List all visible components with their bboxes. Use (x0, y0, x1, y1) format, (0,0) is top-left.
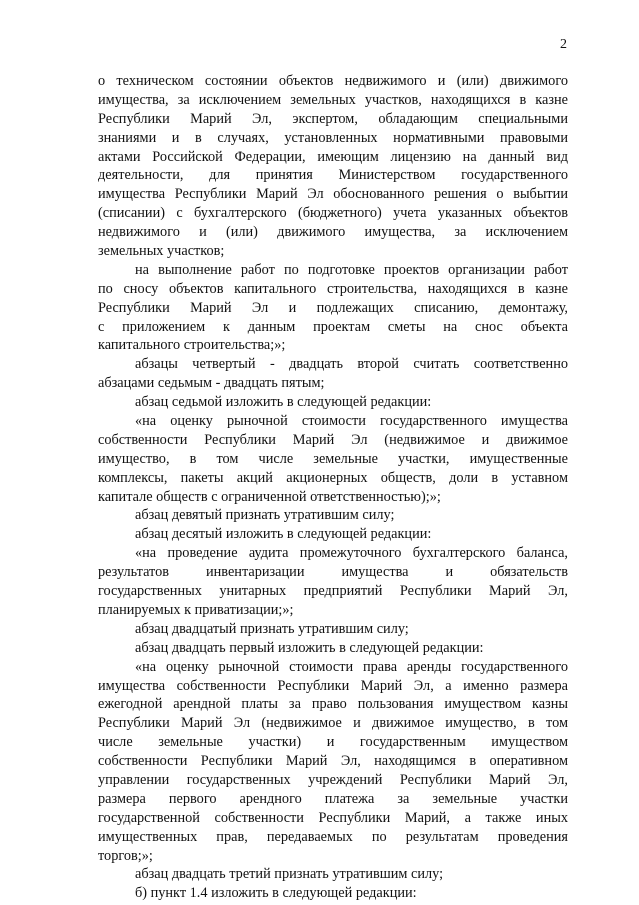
text-line: на выполнение работ по подготовке проектов организации работ (135, 261, 568, 278)
text-line: государственных унитарных предприятий Республики Марий Эл, (98, 583, 568, 600)
text-line: имущества собственности Республики Марий Эл, а именно размера (98, 677, 568, 694)
text-line: капитале обществ с ограниченной ответственностью);»; (98, 488, 441, 505)
document-body (98, 72, 568, 903)
text-line: управлении государственных учреждений Республики Марий Эл, (98, 771, 568, 788)
text-line: Республики Марий Эл и подлежащих списанию, демонтажу, (98, 299, 568, 316)
text-line: государственной собственности Республики Марий, а также иных (98, 809, 568, 826)
text-line: собственности Республики Марий Эл (недвижимое и движимое (98, 431, 568, 448)
text-line: планируемых к приватизации;»; (98, 601, 294, 618)
text-line: по сносу объектов капитального строительства, находящихся в казне (98, 280, 568, 297)
text-line: земельных участков; (98, 243, 225, 260)
text-line: (списании) с бухгалтерского (бюджетного) учета указанных объектов (98, 205, 568, 222)
text-line: о техническом состоянии объектов недвижимого и (или) движимого (98, 73, 568, 89)
text-line: капитального строительства;»; (98, 337, 286, 354)
text-line: «на проведение аудита промежуточного бухгалтерского баланса, (135, 545, 568, 562)
text-line: б) пункт 1.4 изложить в следующей редакции: (135, 885, 417, 902)
text-line: абзацами седьмым - двадцать пятым; (98, 375, 325, 392)
page-number: 2 (560, 37, 567, 52)
text-line: размера первого арендного платежа за земельные участки (98, 790, 568, 807)
text-line: собственности Республики Марий Эл, находящимся в оперативном (98, 753, 568, 770)
text-line: числе земельные участки) и государственным имуществом (98, 734, 568, 751)
text-line: знаниями и в случаях, установленных нормативными правовыми (98, 129, 568, 146)
text-line: абзац десятый изложить в следующей редакции: (135, 526, 432, 543)
text-line: ежегодной арендной платы за право пользования имуществом казны (98, 696, 568, 713)
text-line: недвижимого и (или) движимого имущества, за исключением (98, 224, 568, 241)
text-line: комплексы, пакеты акций акционерных обществ, доли в уставном (98, 469, 568, 486)
text-line: абзац девятый признать утратившим силу; (135, 507, 395, 524)
text-line: результатов инвентаризации имущества и обязательств (98, 564, 568, 581)
text-line: абзацы четвертый - двадцать второй считать соответственно (135, 356, 568, 373)
text-line: «на оценку рыночной стоимости права аренды государственного (135, 658, 568, 675)
text-line: с приложением к данным проектам сметы на снос объекта (98, 318, 568, 335)
text-line: имущественных прав, передаваемых по результатам проведения (98, 828, 568, 845)
text-line: торгов;»; (98, 847, 153, 864)
text-line: имущества, за исключением земельных участков, находящихся в казне (98, 91, 568, 108)
text-line: «на оценку рыночной стоимости государственного имущества (135, 413, 568, 430)
text-line: абзац двадцать третий признать утратившим силу; (135, 866, 444, 883)
text-line: абзац седьмой изложить в следующей редакции: (135, 394, 432, 411)
text-line: деятельности, для принятия Министерством государственного (98, 167, 568, 184)
text-line: абзац двадцатый признать утратившим силу; (135, 620, 409, 637)
text-line: Республики Марий Эл (недвижимое и движимое имущество, в том (98, 715, 568, 732)
text-line: имущества Республики Марий Эл обоснованного решения о выбытии (98, 186, 568, 203)
text-line: абзац двадцать первый изложить в следующей редакции: (135, 639, 484, 656)
text-line: актами Российской Федерации, имеющим лицензию на данный вид (98, 148, 568, 165)
text-line: имущество, в том числе земельные участки, имущественные (98, 450, 568, 467)
text-line: Республики Марий Эл, экспертом, обладающим специальными (98, 110, 568, 127)
